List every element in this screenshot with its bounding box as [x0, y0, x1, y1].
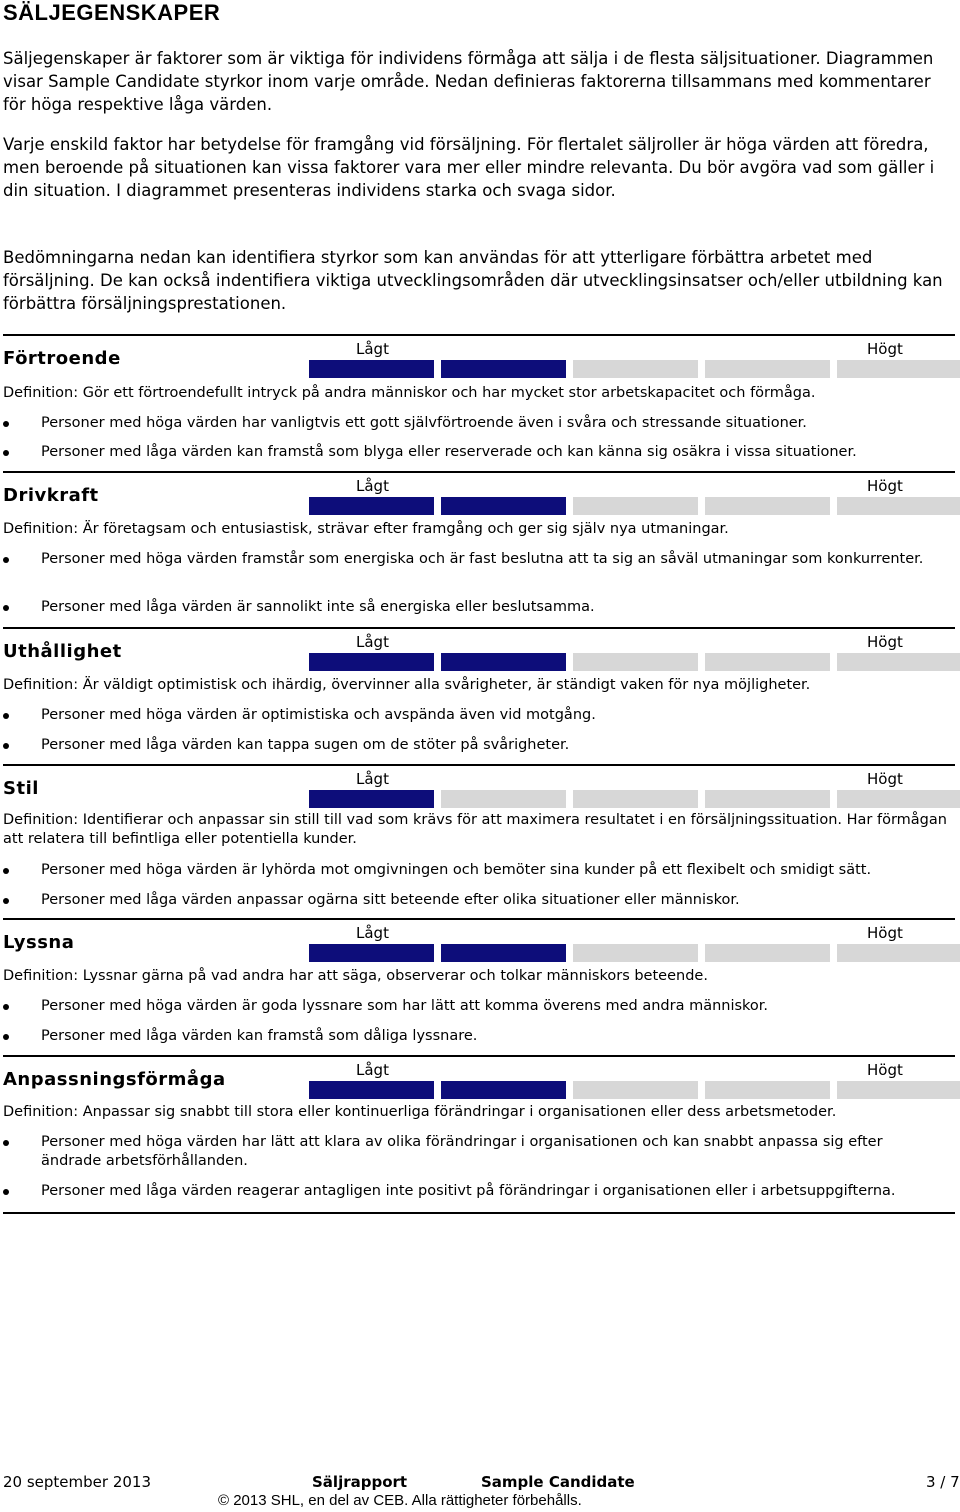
score-segment-empty [705, 790, 830, 808]
scale-high-label: Högt [867, 924, 903, 942]
scale-low-label: Lågt [356, 477, 389, 495]
score-segment-filled [309, 1081, 434, 1099]
bullet-text: Personer med höga värden har lätt att klara av olika förändringar i organisationen och kan snabbt anpassa sig efter ändrade arbetsförhållanden. [41, 1134, 883, 1169]
factor-section-uthallighet [3, 627, 955, 763]
factor-definition: Definition: Gör ett förtroendefullt intryck på andra människor och har mycket stor arbetskapacitet och förmåga. [3, 385, 816, 401]
score-bar [309, 944, 943, 962]
scale-high-label: Högt [867, 770, 903, 788]
score-bar [309, 1081, 943, 1099]
score-segment-empty [573, 360, 698, 378]
intro-paragraph-2 [3, 133, 958, 202]
factor-section-anpassningsformaga [3, 1055, 955, 1214]
footer-candidate-name: Sample Candidate [481, 1473, 635, 1491]
score-segment-empty [573, 944, 698, 962]
factor-section-drivkraft [3, 471, 955, 627]
bullet-dot-icon [3, 868, 9, 874]
score-bar [309, 497, 943, 515]
bullet-dot-icon [3, 1034, 9, 1040]
factor-section-stil [3, 764, 955, 918]
factor-name: Stil [3, 778, 39, 799]
score-segment-empty [837, 653, 960, 671]
score-segment-filled [441, 1081, 566, 1099]
factor-definition: Definition: Är företagsam och entusiastisk, strävar efter framgång och ger sig själv nya utmaningar. [3, 521, 729, 537]
score-segment-filled [309, 497, 434, 515]
bullet-text: Personer med låga värden kan framstå som dåliga lyssnare. [41, 1028, 478, 1044]
bullet-high [3, 997, 948, 1016]
page-title: SÄLJEGENSKAPER [3, 0, 221, 25]
score-segment-filled [309, 944, 434, 962]
score-segment-filled [309, 790, 434, 808]
score-segment-empty [573, 1081, 698, 1099]
score-segment-filled [309, 360, 434, 378]
scale-high-label: Högt [867, 477, 903, 495]
intro-text: Bedömningarna nedan kan identifiera styrkor som kan användas för att ytterligare förbättra arbetet med försäljning. De kan också indentifiera viktiga utvecklingsområden där utvecklingsinsatser och/eller utbildning kan förbättra försäljningsprestationen. [3, 248, 943, 313]
score-segment-empty [705, 944, 830, 962]
footer-copyright: © 2013 SHL, en del av CEB. Alla rättigheter förbehålls. [218, 1492, 582, 1509]
bullet-text: Personer med höga värden är lyhörda mot omgivningen och bemöter sina kunder på ett flexibelt och smidigt sätt. [41, 862, 872, 878]
bullet-low [3, 1182, 948, 1201]
factor-section-fortroende [3, 334, 955, 470]
bullet-dot-icon [3, 1004, 9, 1010]
bullet-high [3, 414, 948, 433]
score-segment-empty [837, 944, 960, 962]
bullet-high [3, 550, 948, 569]
bullet-dot-icon [3, 743, 9, 749]
factor-name: Anpassningsförmåga [3, 1069, 226, 1090]
factor-name: Lyssna [3, 932, 75, 953]
score-segment-empty [837, 497, 960, 515]
scale-high-label: Högt [867, 340, 903, 358]
factor-definition: Definition: Lyssnar gärna på vad andra har att säga, observerar och tolkar människors beteende. [3, 968, 708, 984]
bullet-dot-icon [3, 557, 9, 563]
bullet-low [3, 598, 948, 617]
intro-text: Säljegenskaper är faktorer som är viktiga för individens förmåga att sälja i de flesta säljsituationer. Diagrammen visar Sample Candidate styrkor inom varje område. Nedan definieras faktorerna tillsammans med kommentarer för höga respektive låga värden. [3, 49, 934, 114]
bullet-dot-icon [3, 605, 9, 611]
scale-high-label: Högt [867, 633, 903, 651]
score-bar [309, 360, 943, 378]
intro-text: Varje enskild faktor har betydelse för framgång vid försäljning. För flertalet säljroller är höga värden att föredra, men beroende på situationen kan vissa faktorer vara mer eller mindre relevanta. Du bör avgöra vad som gäller i din situation. I diagrammet presenteras individens starka och svaga sidor. [3, 135, 935, 200]
footer-page-number: 3 / 7 [926, 1473, 960, 1491]
scale-low-label: Lågt [356, 1061, 389, 1079]
scale-low-label: Lågt [356, 633, 389, 651]
factor-name: Förtroende [3, 348, 121, 369]
score-bar [309, 790, 943, 808]
scale-high-label: Högt [867, 1061, 903, 1079]
bullet-dot-icon [3, 713, 9, 719]
score-segment-empty [705, 360, 830, 378]
factor-definition: Definition: Identifierar och anpassar sin still till vad som krävs för att maximera resultatet i en försäljningssituation. Har förmågan att relatera till befintliga eller potentiella kunder. [3, 812, 947, 847]
bullet-dot-icon [3, 450, 9, 456]
footer-date: 20 september 2013 [3, 1473, 152, 1491]
factor-definition: Definition: Är väldigt optimistisk och ihärdig, övervinner alla svårigheter, är ständigt vaken för nya möjligheter. [3, 677, 811, 693]
bullet-text: Personer med låga värden är sannolikt inte så energiska eller beslutsamma. [41, 599, 595, 615]
bullet-text: Personer med låga värden kan framstå som blyga eller reserverade och kan känna sig osäkra i vissa situationer. [41, 444, 857, 460]
scale-low-label: Lågt [356, 340, 389, 358]
scale-low-label: Lågt [356, 770, 389, 788]
bullet-low [3, 736, 948, 755]
score-segment-empty [573, 653, 698, 671]
bullet-dot-icon [3, 898, 9, 904]
bullet-high [3, 706, 948, 725]
bullet-text: Personer med låga värden anpassar ogärna sitt beteende efter olika situationer eller människor. [41, 892, 740, 908]
bullet-text: Personer med höga värden framstår som energiska och är fast beslutna att ta sig an såväl utmaningar som konkurrenter. [41, 551, 924, 567]
score-segment-empty [441, 790, 566, 808]
factor-section-lyssna [3, 918, 955, 1056]
scale-low-label: Lågt [356, 924, 389, 942]
bullet-text: Personer med höga värden är optimistiska och avspända även vid motgång. [41, 707, 596, 723]
score-bar [309, 653, 943, 671]
score-segment-filled [441, 360, 566, 378]
score-segment-empty [705, 653, 830, 671]
footer-report-name: Säljrapport [312, 1473, 408, 1491]
score-segment-filled [441, 497, 566, 515]
bullet-low [3, 891, 948, 910]
bullet-high [3, 861, 948, 880]
score-segment-empty [705, 1081, 830, 1099]
bullet-dot-icon [3, 421, 9, 427]
score-segment-filled [441, 653, 566, 671]
score-segment-filled [309, 653, 434, 671]
score-segment-empty [573, 790, 698, 808]
factor-definition: Definition: Anpassar sig snabbt till stora eller kontinuerliga förändringar i organisationen eller dess arbetsmetoder. [3, 1104, 837, 1120]
score-segment-empty [573, 497, 698, 515]
score-segment-empty [837, 360, 960, 378]
bullet-high [3, 1133, 948, 1171]
score-segment-filled [441, 944, 566, 962]
bullet-text: Personer med höga värden har vanligtvis ett gott självförtroende även i svåra och stressande situationer. [41, 415, 807, 431]
score-segment-empty [837, 1081, 960, 1099]
bullet-dot-icon [3, 1189, 9, 1195]
factor-name: Uthållighet [3, 641, 122, 662]
intro-paragraph-1 [3, 47, 958, 116]
factor-name: Drivkraft [3, 485, 99, 506]
score-segment-empty [705, 497, 830, 515]
intro-paragraph-3 [3, 246, 958, 315]
bullet-text: Personer med höga värden är goda lyssnare som har lätt att komma överens med andra människor. [41, 998, 769, 1014]
bullet-text: Personer med låga värden kan tappa sugen om de stöter på svårigheter. [41, 737, 570, 753]
score-segment-empty [837, 790, 960, 808]
bullet-dot-icon [3, 1140, 9, 1146]
bullet-low [3, 443, 948, 462]
bullet-text: Personer med låga värden reagerar antagligen inte positivt på förändringar i organisationen eller i arbetsuppgifterna. [41, 1183, 896, 1199]
bullet-low [3, 1027, 948, 1046]
